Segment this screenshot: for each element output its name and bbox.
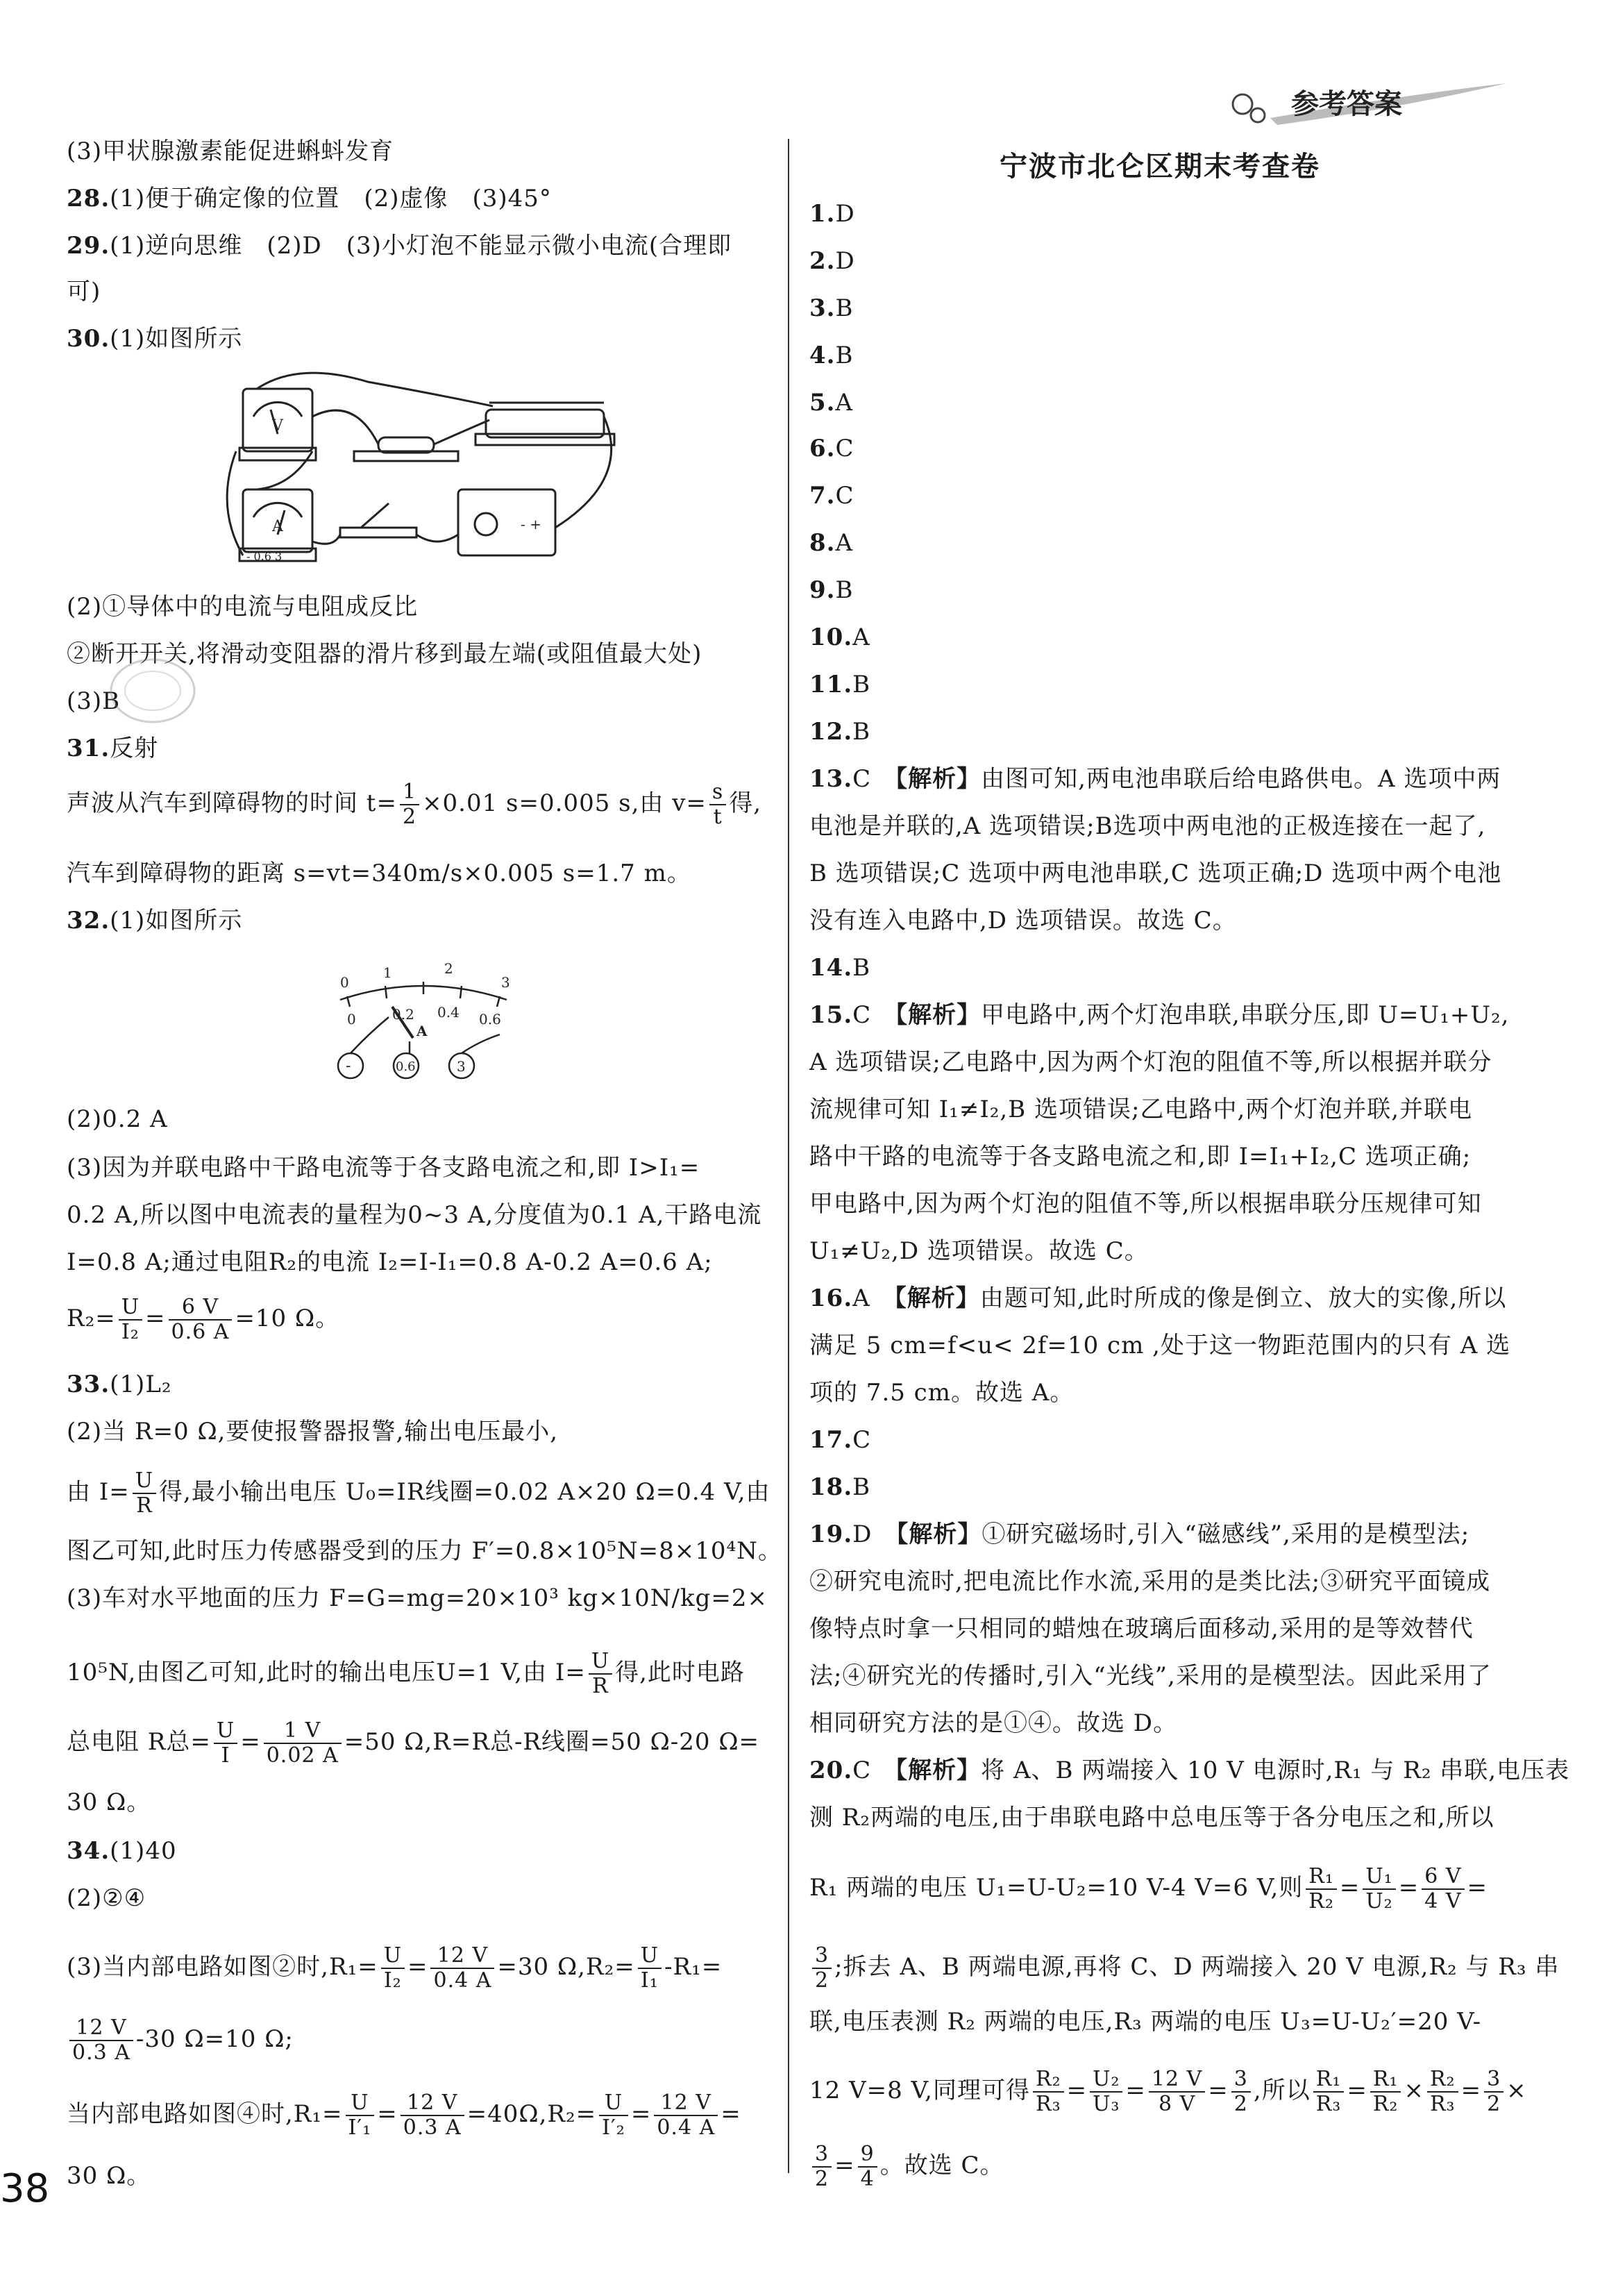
column-divider [788, 139, 789, 2173]
supply-terminals: - + [521, 516, 541, 533]
scale-bottom-0.2: 0.2 [392, 1006, 414, 1023]
page-number: 38 [0, 2166, 50, 2211]
voltmeter-label: V [272, 417, 283, 435]
scale-top-2: 2 [444, 960, 453, 977]
circuit-figure [215, 368, 625, 576]
answer-line: 测 R₂两端的电压,由于串联电路中总电压等于各分电压之和,所以 [809, 1804, 1494, 1832]
answer-line: ②断开开关,将滑动变阻器的滑片移到最左端(或阻值最大处) [67, 640, 702, 668]
answer-line: $\frac{12 V}{0.3 A}$ -30 Ω=10 Ω; [67, 2016, 294, 2065]
fraction: $\frac{U}{R}$ [589, 1650, 612, 1698]
fraction: $\frac{6 V}{0.6 A}$ [169, 1296, 233, 1344]
ammeter-scale-figure [319, 958, 528, 1097]
fraction: $\frac{12 V}{0.3 A}$ [69, 2016, 133, 2065]
answer-line: 声波从汽车到障碍物的时间 t= $\frac{1}{2}$ ×0.01 s=0.005 s,由 v= $\frac{s}{t}$ 得, [67, 780, 762, 829]
answer-33: 33.(1)L₂ [67, 1371, 172, 1398]
fraction: $\frac{\text{R₂}}{\text{R₃}}$ [1427, 2068, 1458, 2116]
answer-line: 没有连入电路中,D 选项错误。故选 C。 [809, 907, 1237, 935]
answer-line: 项的 7.5 cm。故选 A。 [809, 1379, 1075, 1407]
fraction: $\frac{3}{2}$ [812, 1944, 832, 1993]
scale-top-0: 0 [340, 974, 349, 991]
answer-15: 15.C 【解析】甲电路中,两个灯泡串联,串联分压,即 U=U₁+U₂, [809, 1001, 1510, 1029]
ammeter-terminals: - 0.6 3 [246, 550, 283, 563]
answer-line: (3)当内部电路如图②时,R₁= $\frac{U}{\text{I₂}}$ = $\frac{12 V}{0.4 A}$ =30 Ω,R₂= $\frac{U}{\text{I₁}}$ -R₁= [67, 1943, 723, 1993]
terminal-3: 3 [457, 1058, 466, 1075]
answer-line: 由 I= $\frac{U}{R}$ 得,最小输出电压 U₀=IR线圈=0.02 A×20 Ω=0.4 V,由 [67, 1468, 770, 1518]
fraction: $\frac{\text{R₁}}{\text{R₂}}$ [1306, 1865, 1337, 1913]
answer-line: (3)甲状腺激素能促进蝌蚪发育 [67, 137, 394, 165]
answer-line: U₁≠U₂,D 选项错误。故选 C。 [809, 1237, 1149, 1265]
scale-bottom-0.4: 0.4 [437, 1004, 460, 1021]
fraction: $\frac{1 V}{0.02 A}$ [264, 1719, 342, 1768]
answer-20: 20.C 【解析】将 A、B 两端接入 10 V 电源时,R₁ 与 R₂ 串联,电压表 [809, 1757, 1570, 1784]
answer-line: 电池是并联的,A 选项错误;B选项中两电池的正极连接在一起了, [809, 812, 1486, 840]
answer-4: 4.B [809, 342, 854, 369]
answer-line: B 选项错误;C 选项中两电池串联,C 选项正确;D 选项中两个电池 [809, 860, 1502, 887]
answer-18: 18.B [809, 1473, 871, 1501]
fraction: $\frac{12 V}{0.4 A}$ [654, 2091, 718, 2140]
answer-29: 29.(1)逆向思维 (2)D (3)小灯泡不能显示微小电流(合理即 [67, 232, 732, 260]
answer-line: 当内部电路如图④时,R₁= $\frac{U}{\text{I′₁}}$ = $\frac{12 V}{0.3 A}$ =40Ω,R₂= $\frac{U}{\text{I′₂}}$ = $\frac{12 V}{0.4 A}$ = [67, 2090, 741, 2140]
answer-line: (2)当 R=0 Ω,要使报警器报警,输出电压最小, [67, 1418, 559, 1446]
fraction: $\frac{3}{2}$ [1484, 2068, 1503, 2116]
answer-line: 流规律可知 I₁≠I₂,B 选项错误;乙电路中,两个灯泡并联,并联电 [809, 1096, 1473, 1123]
answer-line: 图乙可知,此时压力传感器受到的压力 F′=0.8×10⁵N=8×10⁴N。 [67, 1537, 782, 1565]
fraction: $\frac{9}{4}$ [858, 2143, 877, 2191]
switch-base [340, 528, 416, 537]
fraction: $\frac{\text{R₁}}{\text{R₂}}$ [1370, 2068, 1401, 2116]
fraction: $\frac{s}{t}$ [709, 780, 726, 829]
answer-line: 汽车到障碍物的距离 s=vt=340m/s×0.005 s=1.7 m。 [67, 860, 691, 887]
fraction: $\frac{U}{\text{I′₂}}$ [599, 2091, 628, 2140]
fraction: $\frac{\text{U₂}}{\text{U₃}}$ [1090, 2068, 1122, 2116]
faded-stamp-mark [104, 653, 201, 729]
answer-30: 30.(1)如图所示 [67, 325, 243, 353]
terminal-0.6: 0.6 [396, 1059, 416, 1074]
header-badge-text: 参考答案 [1291, 88, 1402, 120]
answer-11: 11.B [809, 671, 871, 698]
ammeter-label: A [272, 518, 283, 535]
fraction: $\frac{3}{2}$ [1231, 2068, 1251, 2116]
fraction: $\frac{U}{\text{I₁}}$ [638, 1944, 662, 1993]
scale-bottom-0.6: 0.6 [479, 1011, 501, 1028]
answer-31: 31.反射 [67, 735, 159, 762]
fraction: $\frac{U}{R}$ [133, 1469, 156, 1518]
answer-17: 17.C [809, 1426, 872, 1454]
answer-line: 满足 5 cm=f<u< 2f=10 cm ,处于这一物距范围内的只有 A 选 [809, 1332, 1511, 1359]
answer-line: 10⁵N,由图乙可知,此时的输出电压U=1 V,由 I= $\frac{U}{R}$ 得,此时电路 [67, 1649, 745, 1698]
fraction: $\frac{U}{\text{I₂}}$ [119, 1296, 142, 1344]
answer-line: (2)②④ [67, 1884, 146, 1912]
fraction: $\frac{3}{2}$ [812, 2143, 832, 2191]
answer-line: 总电阻 R总= $\frac{U}{I}$ = $\frac{1 V}{0.02 A}$ =50 Ω,R=R总-R线圈=50 Ω-20 Ω= [67, 1718, 760, 1768]
fraction: $\frac{\text{R₁}}{\text{R₃}}$ [1313, 2068, 1345, 2116]
answer-line: (3)因为并联电路中干路电流等于各支路电流之和,即 I>I₁= [67, 1154, 700, 1182]
answer-line: 可) [67, 278, 101, 305]
answer-line: 法;④研究光的传播时,引入“光线”,采用的是模型法。因此采用了 [809, 1662, 1492, 1690]
answer-line: A 选项错误;乙电路中,因为两个灯泡的阻值不等,所以根据并联分 [809, 1048, 1492, 1076]
answer-line: 路中干路的电流等于各支路电流之和,即 I=I₁+I₂,C 选项正确; [809, 1143, 1472, 1171]
answer-32: 32.(1)如图所示 [67, 907, 243, 935]
answer-line: (3)车对水平地面的压力 F=G=mg=20×10³ kg×10N/kg=2× [67, 1584, 768, 1612]
answer-5: 5.A [809, 389, 854, 417]
answer-line: ②研究电流时,把电流比作水流,采用的是类比法;③研究平面镜成 [809, 1568, 1491, 1595]
fraction: $\frac{12 V}{0.4 A}$ [430, 1944, 494, 1993]
answer-34: 34.(1)40 [67, 1837, 177, 1865]
scale-bottom-0: 0 [347, 1011, 356, 1028]
fraction: $\frac{12 V}{0.3 A}$ [401, 2091, 464, 2140]
answer-3: 3.B [809, 294, 854, 322]
answer-line: 30 Ω。 [67, 1788, 151, 1816]
answer-19: 19.D 【解析】①研究磁场时,引入“磁感线”,采用的是模型法; [809, 1520, 1470, 1548]
answer-line: I=0.8 A;通过电阻R₂的电流 I₂=I-I₁=0.8 A-0.2 A=0.6 A; [67, 1248, 713, 1276]
answer-8: 8.A [809, 529, 854, 557]
answer-line: (3)B [67, 687, 121, 715]
scale-unit: A [416, 1023, 428, 1039]
answer-16: 16.A 【解析】由题可知,此时所成的像是倒立、放大的实像,所以 [809, 1284, 1507, 1312]
answer-line: 联,电压表测 R₂ 两端的电压,R₃ 两端的电压 U₃=U-U₂′=20 V- [809, 2008, 1482, 2036]
fraction: $\frac{\text{U₁}}{\text{U₂}}$ [1363, 1865, 1395, 1913]
answer-13: 13.C 【解析】由图可知,两电池串联后给电路供电。A 选项中两 [809, 765, 1501, 793]
answer-line: 像特点时拿一只相同的蜡烛在玻璃后面移动,采用的是等效替代 [809, 1615, 1474, 1643]
answer-line: $\frac{3}{2}$ ;拆去 A、B 两端电源,再将 C、D 两端接入 20 V 电源,R₂ 与 R₃ 串 [809, 1944, 1559, 1993]
answer-line: (2)0.2 A [67, 1105, 168, 1133]
fraction: $\frac{1}{2}$ [400, 780, 419, 829]
answer-7: 7.C [809, 482, 854, 510]
fraction: $\frac{6 V}{4 V}$ [1422, 1865, 1464, 1913]
answer-2: 2.D [809, 247, 855, 275]
answer-line: 0.2 A,所以图中电流表的量程为0~3 A,分度值为0.1 A,干路电流 [67, 1201, 762, 1229]
answer-line: R₂= $\frac{U}{\text{I₂}}$ = $\frac{6 V}{0.6 A}$ =10 Ω。 [67, 1295, 340, 1344]
scale-top-1: 1 [383, 964, 392, 981]
answer-line: R₁ 两端的电压 U₁=U-U₂=10 V-4 V=6 V,则 $\frac{\text{R₁}}{\text{R₂}}$ = $\frac{\text{U₁}}{\text{U₂}}$ = $\frac{6 V}{4 V}$ = [809, 1864, 1488, 1913]
answer-6: 6.C [809, 435, 854, 462]
answer-line: (2)①导体中的电流与电阻成反比 [67, 593, 419, 621]
answer-12: 12.B [809, 718, 871, 746]
fraction: $\frac{U}{I}$ [214, 1719, 237, 1768]
answer-9: 9.B [809, 576, 854, 604]
fraction: $\frac{12 V}{8 V}$ [1149, 2068, 1205, 2116]
fraction: $\frac{U}{\text{I₂}}$ [381, 1944, 405, 1993]
answer-1: 1.D [809, 200, 855, 228]
answer-line: $\frac{3}{2}$ = $\frac{9}{4}$ 。故选 C。 [809, 2143, 1004, 2191]
fraction: $\frac{\text{R₂}}{\text{R₃}}$ [1033, 2068, 1064, 2116]
scale-top-3: 3 [501, 974, 510, 991]
answer-10: 10.A [809, 623, 870, 651]
answer-28: 28.(1)便于确定像的位置 (2)虚像 (3)45° [67, 185, 552, 212]
section-title: 宁波市北仑区期末考查卷 [1000, 151, 1320, 183]
terminal-negative: - [346, 1057, 351, 1075]
answer-line: 12 V=8 V,同理可得 $\frac{\text{R₂}}{\text{R₃}}$ = $\frac{\text{U₂}}{\text{U₃}}$ = $\frac{12 V}{8 V}$ = $\frac{3}{2}$ ,所以 $\frac{\text{R₁}}{\text{R₃}}$ = $\frac{\text{R₁}}{\text{R₂}}$ × $\frac{\text{R₂}}{\text{R₃}}$ = $\frac{3}{2}$ × [809, 2067, 1527, 2116]
answer-line: 甲电路中,因为两个灯泡的阻值不等,所以根据串联分压规律可知 [809, 1190, 1482, 1218]
fraction: $\frac{U}{\text{I′₁}}$ [346, 2091, 375, 2140]
answer-line: 30 Ω。 [67, 2162, 151, 2190]
answer-line: 相同研究方法的是①④。故选 D。 [809, 1709, 1178, 1737]
answer-14: 14.B [809, 954, 871, 982]
